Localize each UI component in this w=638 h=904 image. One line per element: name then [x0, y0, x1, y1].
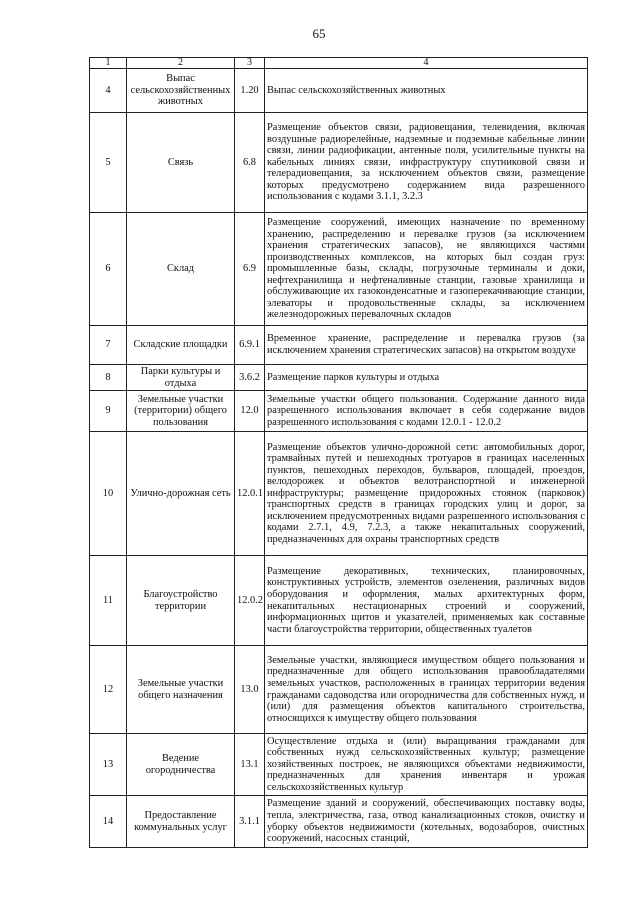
land-use-table — [89, 57, 588, 848]
table-row — [90, 113, 588, 213]
use-type-name: Земельные участки общего назначения — [127, 646, 235, 734]
row-number: 4 — [90, 69, 127, 113]
table-row — [90, 646, 588, 734]
use-type-code: 3.6.2 — [235, 365, 265, 391]
use-type-code: 6.8 — [235, 113, 265, 213]
header-col-3: 3 — [235, 58, 265, 69]
use-type-description: Временное хранение, распределение и перевалка грузов (за исключением хранения стратегических запасов) на открытом воздухе — [265, 326, 588, 365]
use-type-description: Размещение сооружений, имеющих назначение по временному хранению, распределению и перевалке грузов (за исключением хранения стратегических запасов), не являющихся частями производственных комплексов, на которых был создан груз: промышленные базы, склады, погрузочные терминалы и доки, нефтехранилища и нефтеналивные станции, газовые хранилища и обслуживающие их газоконденсатные и газоперекачивающие станции, элеваторы и продовольственные склады, за исключением железнодорожных перевалочных складов — [265, 213, 588, 326]
use-type-description: Осуществление отдыха и (или) выращивания гражданами для собственных нужд сельскохозяйственных культур; размещение хозяйственных построек, не являющихся объектами недвижимости, предназначенных для хранения инвентаря и урожая сельскохозяйственных культур — [265, 734, 588, 796]
table-row — [90, 69, 588, 113]
use-type-code: 12.0 — [235, 391, 265, 432]
table-row — [90, 734, 588, 796]
use-type-code: 3.1.1 — [235, 796, 265, 848]
use-type-name: Ведение огородничества — [127, 734, 235, 796]
use-type-description: Земельные участки общего пользования. Содержание данного вида разрешенного использования включает в себя содержание видов разрешенного использования с кодами 12.0.1 - 12.0.2 — [265, 391, 588, 432]
use-type-description: Размещение зданий и сооружений, обеспечивающих поставку воды, тепла, электричества, газа, отвод канализационных стоков, очистку и уборку объектов недвижимости (котельных, водозаборов, очистных сооружений, насосных станций, — [265, 796, 588, 848]
table-row — [90, 556, 588, 646]
page-number: 65 — [312, 26, 326, 41]
use-type-code: 13.1 — [235, 734, 265, 796]
use-type-description: Размещение объектов улично-дорожной сети: автомобильных дорог, трамвайных путей и пешеходных тротуаров в границах населенных пунктов, пешеходных переходов, бульваров, площадей, проездов, велодорожек и объектов велотранспортной и инженерной инфраструктуры; размещение придорожных стоянок (парковок) транспортных средств в границах городских улиц и дорог, за исключением предусмотренных видами разрешенного использования с кодами 2.7.1, 4.9, 7.2.3, а также некапитальных сооружений, предназначенных для охраны транспортных средств — [265, 432, 588, 556]
table-header-row — [90, 58, 588, 69]
use-type-name: Складские площадки — [127, 326, 235, 365]
use-type-description: Размещение объектов связи, радиовещания, телевидения, включая воздушные радиорелейные, надземные и подземные кабельные линии связи, линии радиофикации, антенные поля, усилительные пункты на кабельных линиях связи, инфраструктуру спутниковой связи и телерадиовещания, за исключением объектов связи, размещение которых предусмотрено содержанием вида разрешенного использования с кодами 3.1.1, 3.2.3 — [265, 113, 588, 213]
use-type-name: Предоставление коммунальных услуг — [127, 796, 235, 848]
use-type-code: 12.0.2 — [235, 556, 265, 646]
table-row — [90, 326, 588, 365]
use-type-code: 13.0 — [235, 646, 265, 734]
use-type-description: Выпас сельскохозяйственных животных — [265, 69, 588, 113]
row-number: 12 — [90, 646, 127, 734]
use-type-name: Связь — [127, 113, 235, 213]
row-number: 11 — [90, 556, 127, 646]
use-type-name: Склад — [127, 213, 235, 326]
use-type-code: 12.0.1 — [235, 432, 265, 556]
row-number: 7 — [90, 326, 127, 365]
row-number: 10 — [90, 432, 127, 556]
use-type-description: Размещение декоративных, технических, планировочных, конструктивных устройств, элементов озеленения, различных видов оборудования и оформления, малых архитектурных форм, некапитальных нестационарных строений и сооружений, информационных щитов и указателей, применяемых как составные части благоустройства территории, общественных туалетов — [265, 556, 588, 646]
use-type-name: Улично-дорожная сеть — [127, 432, 235, 556]
header-col-2: 2 — [127, 58, 235, 69]
table-row — [90, 213, 588, 326]
row-number: 6 — [90, 213, 127, 326]
use-type-name: Выпас сельскохозяйственных животных — [127, 69, 235, 113]
row-number: 9 — [90, 391, 127, 432]
header-col-4: 4 — [265, 58, 588, 69]
row-number: 14 — [90, 796, 127, 848]
table-row — [90, 365, 588, 391]
use-type-name: Земельные участки (территории) общего пользования — [127, 391, 235, 432]
use-type-description: Земельные участки, являющиеся имуществом общего пользования и предназначенные для общего использования правообладателями земельных участков, расположенных в границах территории ведения гражданами садоводства или огородничества для собственных нужд, и (или) для размещения объектов капитального строительства, относящихся к имуществу общего пользования — [265, 646, 588, 734]
row-number: 13 — [90, 734, 127, 796]
row-number: 5 — [90, 113, 127, 213]
use-type-description: Размещение парков культуры и отдыха — [265, 365, 588, 391]
use-type-name: Благоустройство территории — [127, 556, 235, 646]
use-type-name: Парки культуры и отдыха — [127, 365, 235, 391]
header-col-1: 1 — [90, 58, 127, 69]
row-number: 8 — [90, 365, 127, 391]
table-row — [90, 391, 588, 432]
use-type-code: 1.20 — [235, 69, 265, 113]
table-row — [90, 796, 588, 848]
table-row — [90, 432, 588, 556]
use-type-code: 6.9 — [235, 213, 265, 326]
use-type-code: 6.9.1 — [235, 326, 265, 365]
